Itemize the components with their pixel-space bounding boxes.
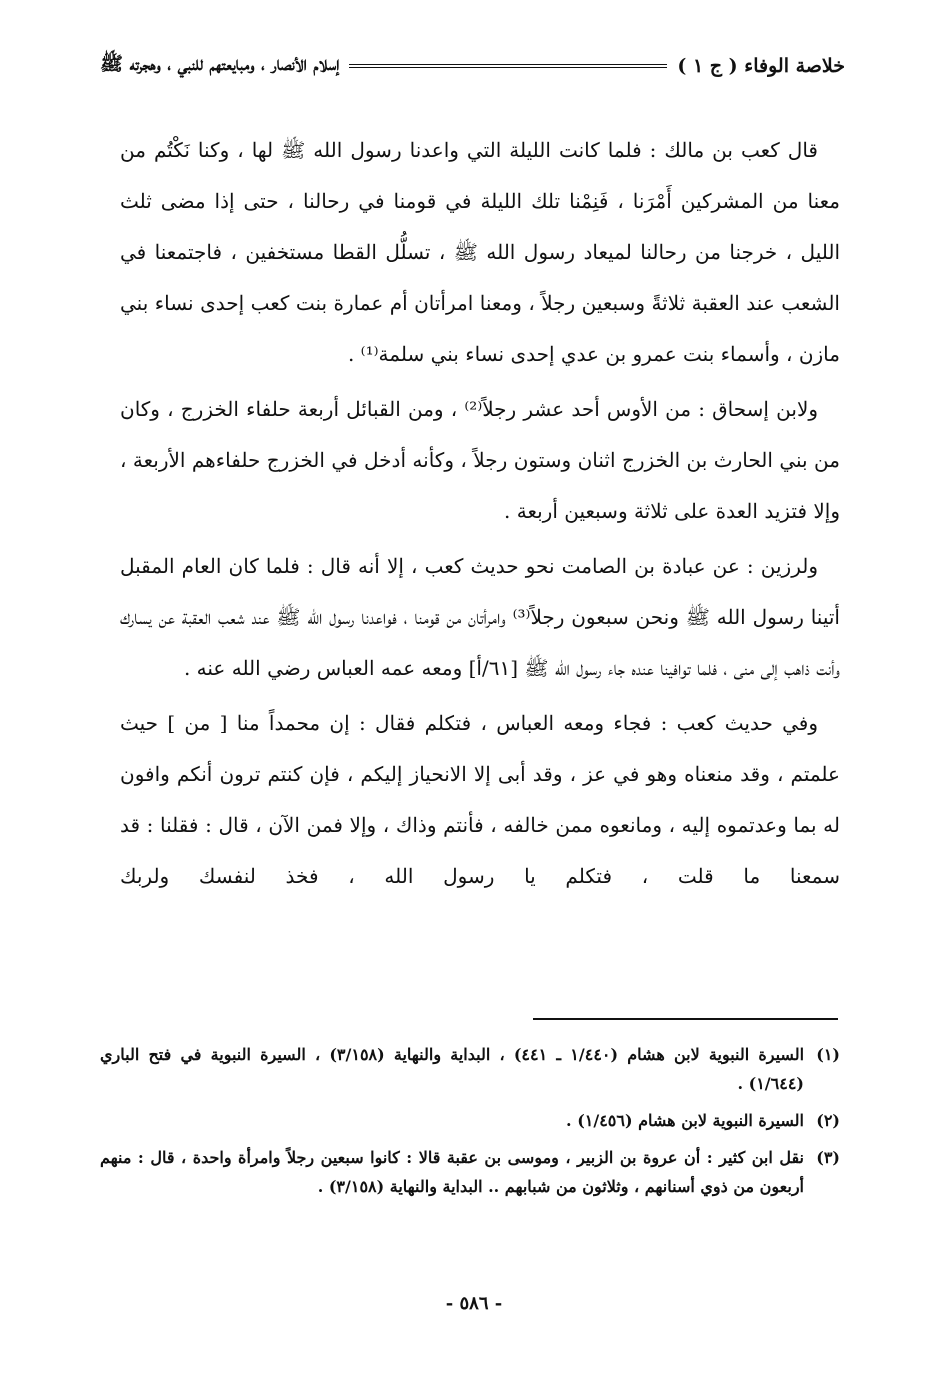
- footnotes: [100, 1040, 840, 1209]
- header-chapter-title: إسلام الأنصار ، ومبايعتهم للنبي ، وهجرته ﷺ: [100, 53, 340, 75]
- running-header: [100, 50, 845, 82]
- footnote: [100, 1143, 840, 1201]
- footnote-number: (٣): [816, 1148, 840, 1167]
- paragraph-3: ولرزين : عن عبادة بن الصامت نحو حديث كعب ، إلا أنه قال : فلما كان العام المقبل أتينا رسول الله ﷺ ونحن سبعون رجلاً⁽³⁾ وامرأتان من قومنا ، فواعدنا رسول الله ﷺ عند شعب العقبة عن يسارك وأنت ذاهب إلى منى ، فلما توافينا عنده جاء رسول الله ﷺ [٦١/أ] ومعه عمه العباس رضي الله عنه .: [120, 554, 840, 680]
- footnote: [100, 1106, 840, 1135]
- main-text: [120, 125, 840, 906]
- paragraph-1: قال كعب بن مالك : فلما كانت الليلة التي واعدنا رسول الله ﷺ لها ، وكنا نَكْتُم من معنا من المشركين أَمْرَنا ، فَنِمْنا تلك الليلة في قومنا في رحالنا ، حتى إذا مضى ثلث الليل ، خرجنا من رحالنا لميعاد رسول الله ﷺ ، تسلُّل القطا مستخفين ، فاجتمعنا في الشعب عند العقبة ثلاثةً وسبعين رجلاً ، ومعنا امرأتان أم عمارة بنت كعب إحدى نساء بني مازن ، وأسماء بنت عمرو بن عدي إحدى نساء بني سلمة⁽¹⁾ .: [120, 138, 840, 366]
- footnote: [100, 1040, 840, 1098]
- header-book-title: خلاصة الوفاء ( ج ١ ): [677, 55, 845, 77]
- footnote-text: نقل ابن كثير : أن عروة بن الزبير ، وموسى بن عقبة قالا : كانوا سبعين رجلاً وامرأة واحدة ، قال : منهم أربعون من ذوي أسنانهم ، وثلاثون من شبابهم .. البداية والنهاية (٣/١٥٨) .: [100, 1148, 804, 1196]
- footnote-text: السيرة النبوية لابن هشام (١/٤٤٠ ـ ٤٤١) ، البداية والنهاية (٣/١٥٨) ، السيرة النبوية في فتح الباري (١/٦٤٤) .: [100, 1045, 805, 1093]
- footnote-number: (١): [816, 1045, 840, 1064]
- page-number: - ٥٨٦ -: [445, 1293, 503, 1314]
- footnote-number: (٢): [816, 1111, 840, 1130]
- paragraph-4: وفي حديث كعب : فجاء ومعه العباس ، فتكلم فقال : إن محمداً منا [ من ] حيث علمتم ، وقد منعناه وهو في عز ، وقد أبى إلا الانحياز إليكم ، فإن كنتم ترون أنكم وافون له بما وعدتموه إليه ، ومانعوه ممن خالفه ، فأنتم وذاك ، وإلا فمن الآن ، قال : فقلنا : قد سمعنا ما قلت ، فتكلم يا رسول الله ، فخذ لنفسك ولربك: [120, 711, 840, 888]
- footnote-text: السيرة النبوية لابن هشام (١/٤٥٦) .: [566, 1111, 804, 1130]
- paragraph-2: ولابن إسحاق : من الأوس أحد عشر رجلاً⁽²⁾ ، ومن القبائل أربعة حلفاء الخزرج ، وكان من بني الحارث بن الخزرج اثنان وستون رجلاً ، وكأنه أدخل في الخزرج حلفاءهم الأربعة ، وإلا فتزيد العدة على ثلاثة وسبعين أربعة .: [120, 397, 840, 523]
- footnote-separator: [533, 1018, 838, 1020]
- header-rule: [349, 64, 667, 68]
